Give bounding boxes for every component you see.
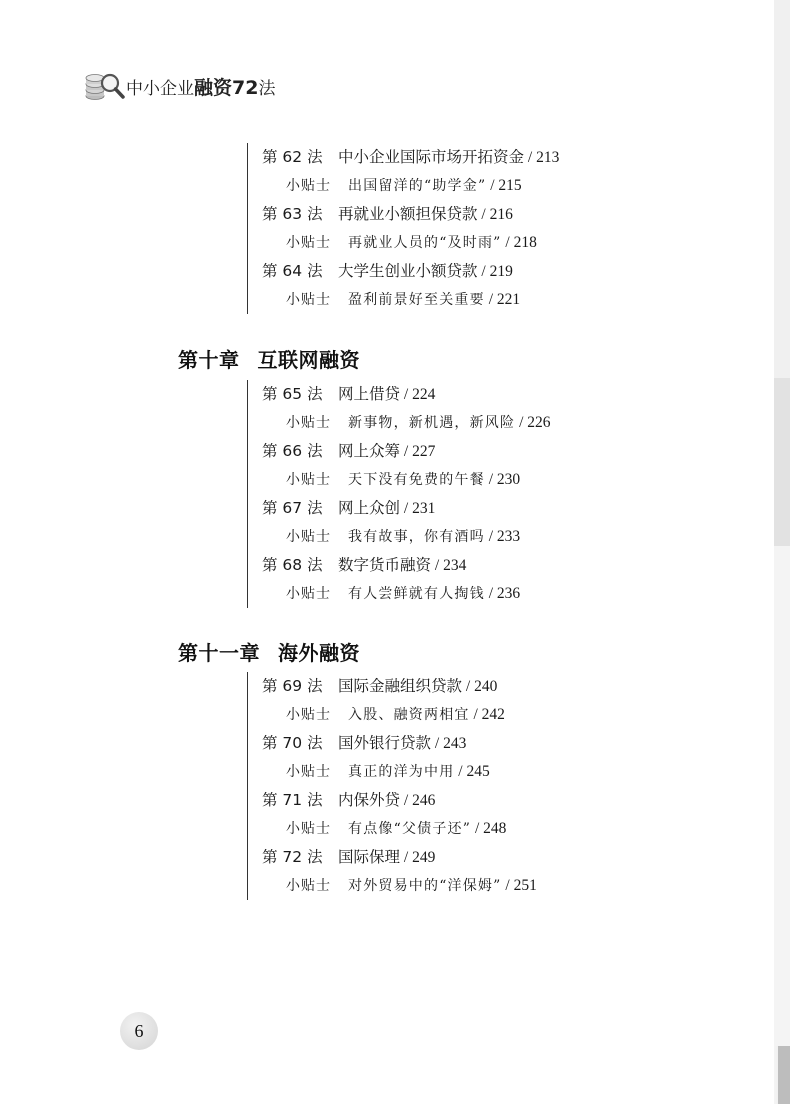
toc-entry-law-62[interactable]: 第 62 法 中小企业国际市场开拓资金 / 213 <box>262 148 560 166</box>
toc-tip-entry[interactable]: 小贴士 盈利前景好至关重要 / 221 <box>286 290 521 308</box>
toc-section-chapter-10 <box>247 380 551 608</box>
toc-entry-law-67[interactable]: 第 67 法 网上众创 / 231 <box>262 499 436 517</box>
page-number: 6 <box>134 1020 144 1041</box>
toc-entry-law-63[interactable]: 第 63 法 再就业小额担保贷款 / 216 <box>262 205 513 223</box>
toc-tip-entry[interactable]: 小贴士 我有故事，你有酒吗 / 233 <box>286 527 521 545</box>
running-header <box>84 70 275 102</box>
toc-tip-entry[interactable]: 小贴士 新事物，新机遇，新风险 / 226 <box>286 413 551 431</box>
toc-tip-entry[interactable]: 小贴士 出国留洋的“助学金” / 215 <box>286 176 522 194</box>
toc-section-chapter-11 <box>247 672 537 900</box>
toc-entry-law-66[interactable]: 第 66 法 网上众筹 / 227 <box>262 442 436 460</box>
page-number-badge <box>120 1012 158 1050</box>
toc-tip-entry[interactable]: 小贴士 有人尝鲜就有人掏钱 / 236 <box>286 584 521 602</box>
toc-entry-law-65[interactable]: 第 65 法 网上借贷 / 224 <box>262 385 436 403</box>
toc-tip-entry[interactable]: 小贴士 对外贸易中的“洋保姆” / 251 <box>286 876 537 894</box>
toc-entry-law-64[interactable]: 第 64 法 大学生创业小额贷款 / 219 <box>262 262 513 280</box>
toc-section-chapter-9-continued <box>247 143 559 314</box>
toc-tip-entry[interactable]: 小贴士 天下没有免费的午餐 / 230 <box>286 470 521 488</box>
toc-entry-law-71[interactable]: 第 71 法 内保外贷 / 246 <box>262 791 436 809</box>
toc-tip-entry[interactable]: 小贴士 再就业人员的“及时雨” / 218 <box>286 233 537 251</box>
coin-stack-magnifier-icon <box>84 70 126 102</box>
book-title: 中小企业融资72法 <box>126 76 276 99</box>
chapter-heading-11[interactable]: 第十一章 海外融资 <box>178 641 360 665</box>
toc-entry-law-70[interactable]: 第 70 法 国外银行贷款 / 243 <box>262 734 467 752</box>
toc-entry-law-69[interactable]: 第 69 法 国际金融组织贷款 / 240 <box>262 677 498 695</box>
toc-tip-entry[interactable]: 小贴士 有点像“父债子还” / 248 <box>286 819 507 837</box>
toc-entry-law-68[interactable]: 第 68 法 数字货币融资 / 234 <box>262 556 467 574</box>
toc-tip-entry[interactable]: 小贴士 真正的洋为中用 / 245 <box>286 762 490 780</box>
chapter-heading-10[interactable]: 第十章 互联网融资 <box>178 348 360 372</box>
toc-entry-law-72[interactable]: 第 72 法 国际保理 / 249 <box>262 848 436 866</box>
page-edge-strip <box>774 0 790 1104</box>
toc-tip-entry[interactable]: 小贴士 入股、融资两相宜 / 242 <box>286 705 505 723</box>
